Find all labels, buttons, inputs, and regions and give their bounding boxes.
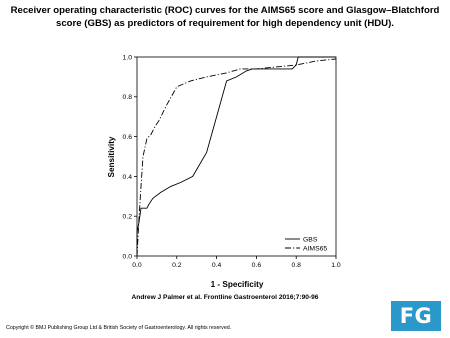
chart-title-line-1: Receiver operating characteristic (ROC) curves for the AIMS65 score and Glasgow–Blatchford: [10, 5, 440, 16]
x-axis-label: 1 - Specificity: [210, 280, 264, 289]
y-tick-label: 0.0: [122, 253, 132, 261]
legend-label-gbs: GBS: [303, 236, 318, 244]
citation: Andrew J Palmer et al. Frontline Gastroenterol 2016;7:90-96: [131, 294, 319, 301]
y-tick-label: 0.6: [122, 134, 132, 141]
chart-title-line-2: score (GBS) as predictors of requirement for high dependency unit (HDU).: [56, 18, 394, 29]
y-tick-label: 1.0: [122, 54, 132, 62]
x-tick-label: 0.2: [172, 262, 182, 269]
y-tick-label: 0.8: [122, 94, 132, 102]
y-tick-label: 0.4: [122, 173, 132, 181]
x-tick-label: 0.0: [132, 262, 142, 269]
legend-label-aims65: AIMS65: [303, 245, 328, 253]
x-tick-label: 0.4: [211, 262, 222, 269]
journal-logo: FG: [391, 301, 441, 331]
x-tick-label: 0.8: [291, 262, 301, 269]
y-tick-label: 0.2: [122, 213, 132, 221]
x-tick-label: 1.0: [331, 262, 341, 269]
plot-frame: [137, 57, 336, 256]
series-line-gbs: [137, 57, 336, 256]
copyright-notice: Copyright © BMJ Publishing Group Ltd & British Society of Gastroenterology. All rights reserved.: [6, 325, 232, 331]
series-line-aims65: [137, 59, 336, 256]
y-axis-label: Sensitivity: [107, 136, 116, 178]
x-tick-label: 0.6: [251, 262, 262, 269]
